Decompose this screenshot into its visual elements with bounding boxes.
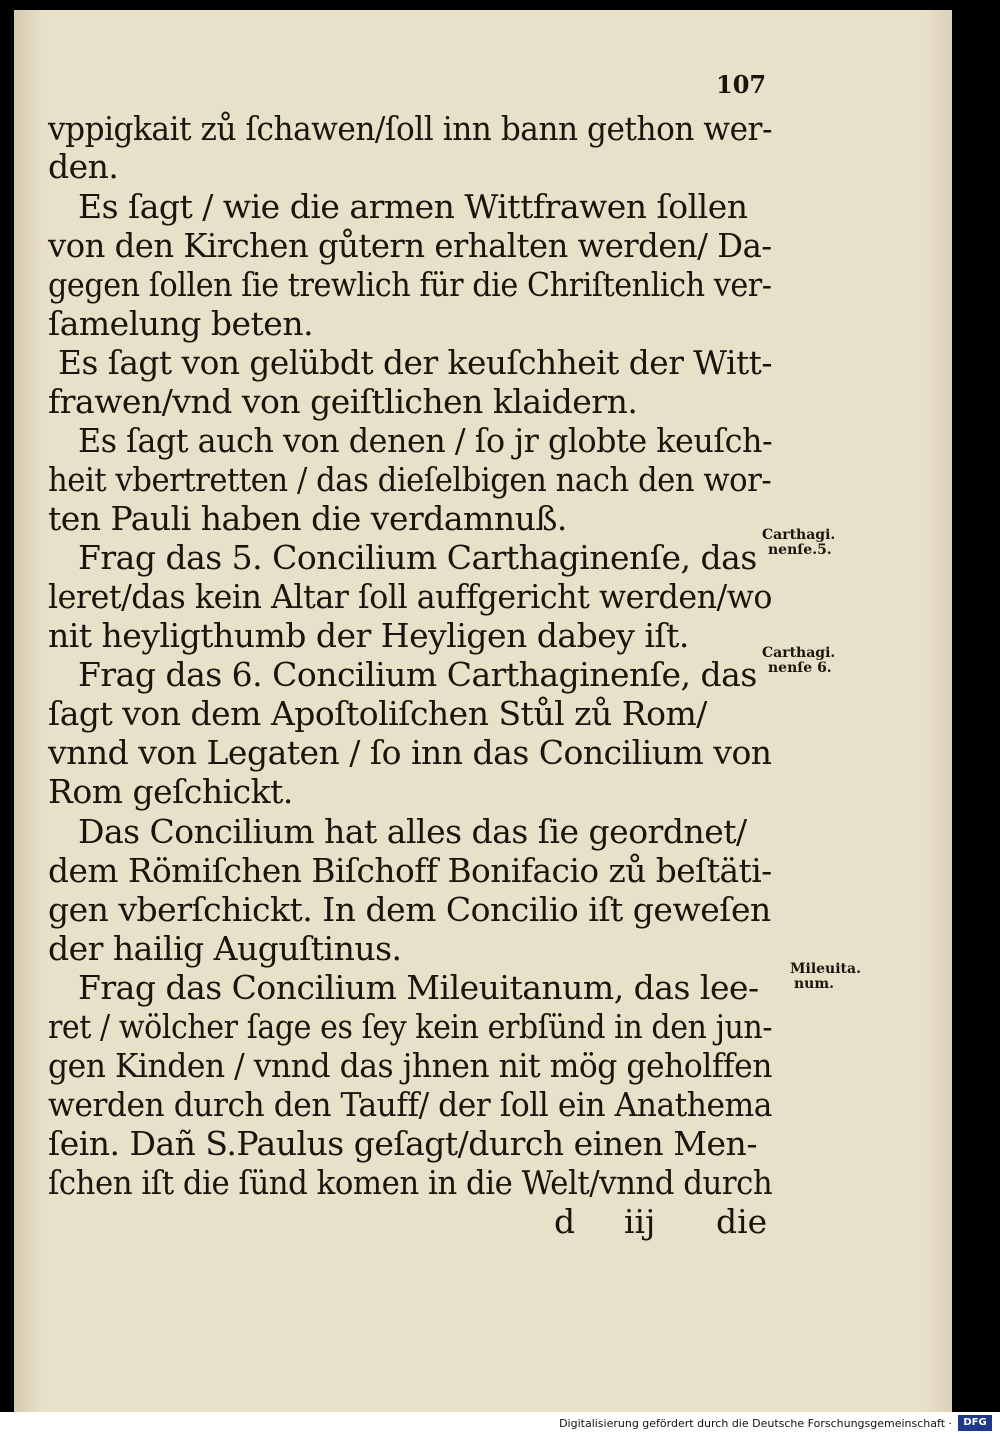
text-line: Es ſagt von gelübdt der keuſchheit der Witt‑ (58, 343, 772, 382)
text-line: gen vberſchickt. In dem Concilio iſt geweſen (48, 890, 771, 929)
margin-note-line: nenſe 6. (768, 660, 832, 676)
text-line: dem Römiſchen Biſchoff Bonifacio zů beſtäti‑ (48, 851, 772, 890)
text-line: Es ſagt auch von denen / ſo jr globte keuſch‑ (78, 421, 773, 460)
text-line: Es ſagt / wie die armen Wittfrawen ſollen (78, 187, 748, 226)
text-line: der hailig Auguſtinus. (48, 929, 402, 968)
text-line: gen Kinden / vnnd das jhnen nit mög geholffen (48, 1046, 772, 1085)
text-line: heit vbertretten / das dieſelbigen nach den wor‑ (48, 460, 772, 499)
text-line: gegen ſollen ſie trewlich für die Chriſtenlich ver‑ (48, 265, 772, 304)
page-number: 107 (716, 70, 767, 99)
text-line: vnnd von Legaten / ſo inn das Concilium von (48, 733, 772, 772)
catchword: die (716, 1202, 768, 1241)
text-line: Frag das 5. Concilium Carthaginenſe, das (78, 538, 757, 577)
text-line: werden durch den Tauff/ der ſoll ein Anathema (48, 1085, 772, 1124)
text-line: den. (48, 147, 119, 186)
text-line: Frag das 6. Concilium Carthaginenſe, das (78, 655, 757, 694)
margin-note (762, 646, 835, 676)
text-line: nit heyligthumb der Heyligen dabey iſt. (48, 616, 689, 655)
signature-mark: d (554, 1202, 576, 1241)
margin-note-line: Carthagi. (762, 527, 836, 543)
margin-note (790, 962, 861, 992)
text-line: ſamelung beten. (48, 304, 314, 343)
leaf-number: iij (624, 1202, 656, 1241)
book-page (14, 10, 952, 1412)
margin-note-line: Mileuita. (790, 961, 861, 977)
text-line: ret / wölcher ſage es ſey kein erbſünd in den jun‑ (48, 1007, 773, 1046)
text-line: Frag das Concilium Mileuitanum, das lee‑ (78, 968, 759, 1007)
margin-note-line: nenſe.5. (768, 542, 832, 558)
margin-note (762, 528, 835, 558)
funding-notice: Digitalisierung gefördert durch die Deutsche Forschungsgemeinschaft · (559, 1417, 952, 1430)
text-line: von den Kirchen gůtern erhalten werden/ Da‑ (48, 226, 772, 265)
text-line: vppigkait zů ſchawen/ſoll inn bann gethon wer‑ (48, 109, 773, 148)
text-line: Rom geſchickt. (48, 772, 293, 811)
text-line: frawen/vnd von geiſtlichen klaidern. (48, 382, 638, 421)
text-line: Das Concilium hat alles das ſie geordnet/ (78, 812, 747, 851)
margin-note-line: Carthagi. (762, 645, 836, 661)
text-line: ſein. Dañ S.Paulus geſagt/durch einen Men‑ (48, 1124, 757, 1163)
footer-bar (0, 1412, 1000, 1436)
text-line: ten Pauli haben die verdamnuß. (48, 499, 567, 538)
text-line: leret/das kein Altar ſoll auffgericht werden/wo (48, 577, 772, 616)
dfg-logo: DFG (958, 1415, 992, 1431)
text-line: ſchen iſt die ſünd komen in die Welt/vnnd durch (48, 1163, 773, 1202)
text-line: ſagt von dem Apoſtoliſchen Stůl zů Rom/ (48, 694, 707, 733)
margin-note-line: num. (794, 976, 835, 992)
